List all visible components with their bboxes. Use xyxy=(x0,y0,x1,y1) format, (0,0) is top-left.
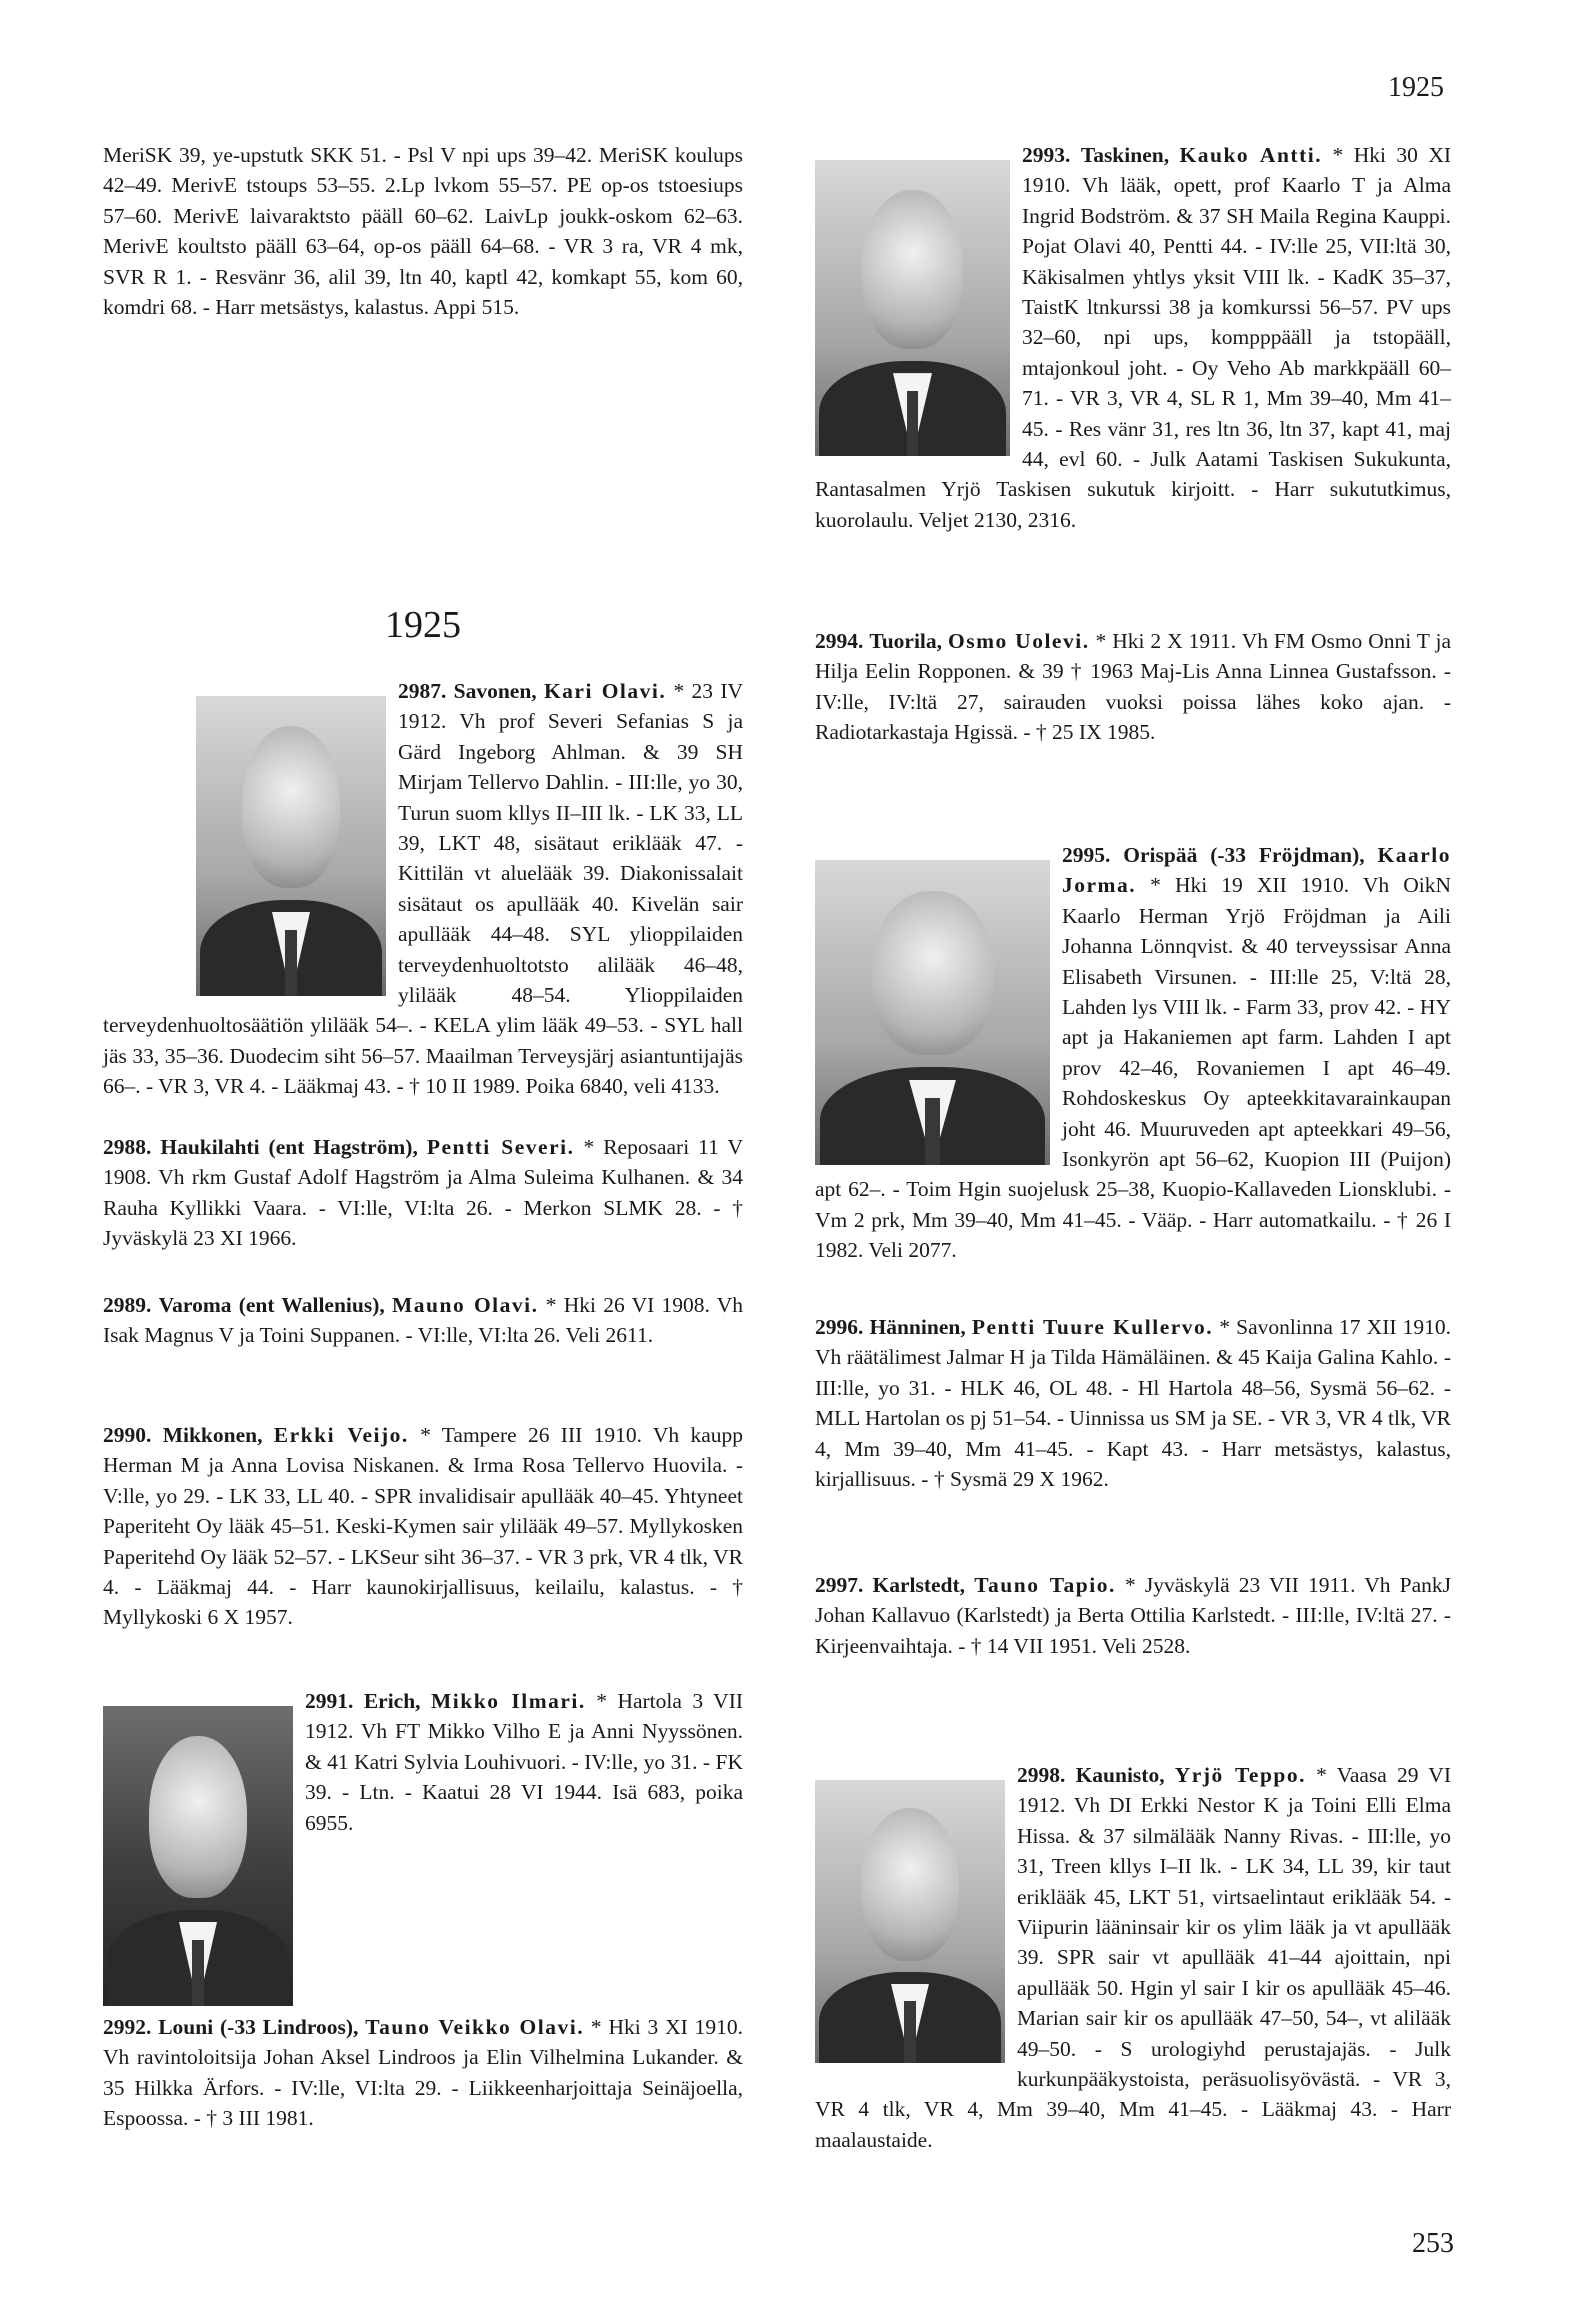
entry-2987 xyxy=(103,676,743,1102)
entry-given-names: Osmo Uolevi. xyxy=(947,629,1090,653)
entry-text: * Tampere 26 III 1910. Vh kaupp Herman M ja Anna Lovisa Niskanen. & Irma Rosa Tellervo Huovila. - V:lle, yo 29. - LK 33, LL 40. - SPR invalidisair apullääk 40–45. Yhtyneet Paperiteht Oy lääk 45–51. Keski-Kymen sair ylilääk 49–57. Myllykosken Paperitehd Oy lääk 52–57. - LKSeur siht 36–37. - VR 3 prk, VR 4 tlk, VR 4. - Lääkmaj 44. - Harr kaunokirjallisuus, keilailu, kalastus. - † Myllykoski 6 X 1957. xyxy=(103,1423,743,1630)
entry-given-names: Kaarlo Jorma. xyxy=(1062,843,1452,898)
entry-surname: Tuorila, xyxy=(869,629,943,653)
entry-text: * Hki 26 VI 1908. Vh Isak Magnus V ja Toini Suppanen. - VI:lle, VI:lta 26. Veli 2611. xyxy=(103,1293,744,1348)
portrait-photo xyxy=(103,1706,293,2006)
entry-number: 2991. xyxy=(305,1689,354,1713)
entry-given-names: Kari Olavi. xyxy=(543,679,667,703)
entry-2990 xyxy=(103,1420,743,1633)
entry-surname: Karlstedt, xyxy=(872,1573,966,1597)
portrait-photo xyxy=(196,696,386,996)
entry-surname: Kaunisto, xyxy=(1075,1763,1165,1787)
entry-number: 2992. xyxy=(103,2015,152,2039)
entry-text: * 23 IV 1912. Vh prof Severi Sefanias S ja Gärd Ingeborg Ahlman. & 39 SH Mirjam Tellervo Dahlin. - III:lle, yo 30, Turun suom kllys II–III lk. - LK 33, LL 39, LKT 48, sisätaut eriklääk 47. - Kittilän vt aluelääk 39. Diakonissalait sisätaut os apullääk 40. Kivelän sair apullääk 44–48. SYL ylioppilaiden terveydenhuoltotsto alilääk 46–48, ylilääk 48–54. Ylioppilaiden terveydenhuoltosäätiön ylilääk 54–. - KELA ylim lääk 49–53. - SYL hall jäs 33, 35–36. Duodecim siht 56–57. Maailman Terveysjärj asiantuntijajäs 66–. - VR 3, VR 4. - Lääkmaj 43. - † 10 II 1989. Poika 6840, veli 4133. xyxy=(103,679,743,1099)
entry-number: 2989. xyxy=(103,1293,152,1317)
entry-2994 xyxy=(815,626,1451,748)
entry-given-names: Tauno Veikko Olavi. xyxy=(365,2015,585,2039)
entry-text: * Hki 2 X 1911. Vh FM Osmo Onni T ja Hilja Eelin Ropponen. & 39 † 1963 Maj-Lis Anna Linnea Gustafsson. - IV:lle, IV:ltä 27, sairauden vuoksi poissa lähes koko ajan. - Radiotarkastaja Hgissä. - † 25 IX 1985. xyxy=(815,629,1452,745)
continuation-text: MeriSK 39, ye-upstutk SKK 51. - Psl V npi ups 39–42. MeriSK koulups 42–49. MerivE tstoups 53–55. 2.Lp lvkom 55–57. PE op-os tstoesiups 57–60. MerivE laivaraktsto pääll 60–62. LaivLp joukk-oskom 62–63. MerivE koultsto pääll 63–64, op-os pääll 64–68. - VR 3 ra, VR 4 mk, SVR R 1. - Resvänr 36, alil 39, ltn 40, kaptl 42, komkapt 55, kom 60, komdri 68. - Harr metsästys, kalastus. Appi 515. xyxy=(103,143,743,320)
entry-number: 2994. xyxy=(815,629,864,653)
entry-2996 xyxy=(815,1312,1451,1494)
entry-text: * Hki 19 XII 1910. Vh OikN Kaarlo Herman Yrjö Fröjdman ja Aili Johanna Lönnqvist. & 40 terveyssisar Anna Elisabeth Virsunen. - III:lle 25, V:ltä 28, Lahden lys VIII lk. - Farm 33, prov 42. - HY apt ja Hakaniemen apt farm. Lahden I apt prov 42–46, Rovaniemen I apt 46–49. Rohdoskeskus Oy apteekkitavarainkaupan joht 46. Muuruveden apt apteekkari 49–56, Isonkyrön apt 56–62, Kuopion III (Puijon) apt 62–. - Toim Hgin suojelusk 25–38, Kuopio-Kallaveden Lionsklubi. - Vm 2 prk, Mm 39–40, Mm 41–45. - Vääp. - Harr automatkailu. - † 26 I 1982. Veli 2077. xyxy=(815,873,1451,1263)
page-number: 253 xyxy=(1412,2228,1454,2259)
entry-2991 xyxy=(103,1686,743,2010)
portrait-photo xyxy=(815,160,1010,456)
entry-number: 2993. xyxy=(1022,143,1071,167)
entry-surname: Haukilahti (ent Hagström), xyxy=(160,1135,418,1159)
entry-text: * Hartola 3 VII 1912. Vh FT Mikko Vilho E ja Anni Nyyssönen. & 41 Katri Sylvia Louhivuori. - IV:lle, yo 31. - FK 39. - Ltn. - Kaatui 28 VI 1944. Isä 683, poika 6955. xyxy=(305,1689,744,1835)
entry-number: 2998. xyxy=(1017,1763,1066,1787)
entry-given-names: Pentti Tuure Kullervo. xyxy=(971,1315,1214,1339)
entry-2998 xyxy=(815,1760,1451,2155)
portrait-photo xyxy=(815,1780,1005,2063)
portrait-photo xyxy=(815,860,1050,1165)
entry-number: 2995. xyxy=(1062,843,1111,867)
section-heading-year: 1925 xyxy=(385,604,461,646)
entry-given-names: Pentti Severi. xyxy=(426,1135,575,1159)
entry-surname: Louni (-33 Lindroos), xyxy=(158,2015,359,2039)
entry-surname: Savonen, xyxy=(453,679,537,703)
entry-number: 2990. xyxy=(103,1423,152,1447)
entry-text: * Hki 30 XI 1910. Vh lääk, opett, prof Kaarlo T ja Alma Ingrid Bodström. & 37 SH Maila Regina Kauppi. Pojat Olavi 40, Pentti 44. - IV:lle 25, VII:ltä 30, Käkisalmen yhtlys yksit VIII lk. - KadK 35–37, TaistK ltnkurssi 38 ja komkurssi 56–57. PV ups 32–60, npi ups, kompppääll ja tstopääll, mtajonkoul joht. - Oy Veho Ab markkpääll 60–71. - VR 3, VR 4, SL R 1, Mm 39–40, Mm 41–45. - Res vänr 31, res ltn 36, ltn 37, kapt 41, maj 44, evl 60. - Julk Aatami Taskisen Sukukunta, Rantasalmen Yrjö Taskisen sukutuk kirjoitt. - Harr sukututkimus, kuorolaulu. Veljet 2130, 2316. xyxy=(815,143,1452,532)
entry-text: * Jyväskylä 23 VII 1911. Vh PankJ Johan Kallavuo (Karlstedt) ja Berta Ottilia Karlstedt. - III:lle, IV:ltä 27. - Kirjeenvaihtaja. - † 14 VII 1951. Veli 2528. xyxy=(815,1573,1452,1658)
entry-2989 xyxy=(103,1290,743,1351)
entry-surname: Orispää (-33 Fröjdman), xyxy=(1123,843,1365,867)
entry-number: 2997. xyxy=(815,1573,864,1597)
header-year: 1925 xyxy=(1388,72,1444,103)
entry-text: * Hki 3 XI 1910. Vh ravintoloitsija Johan Aksel Lindroos ja Elin Vilhelmina Lukander. & 35 Hilkka Ärfors. - IV:lle, VI:lta 29. - Liikkeenharjoittaja Seinäjoella, Espoossa. - † 3 III 1981. xyxy=(103,2015,744,2131)
entry-surname: Varoma (ent Wallenius), xyxy=(158,1293,385,1317)
entry-text: * Vaasa 29 VI 1912. Vh DI Erkki Nestor K ja Toini Elli Elma Hissa. & 37 silmälääk Nanny Rivas. - III:lle, yo 31, Treen kllys I–II lk. - LK 34, LL 39, kir taut eriklääk 45, LKT 51, virtsaelintaut eriklääk 54. - Viipurin lääninsair kir os ylim lääk ja vt apullääk 39. SPR sair vt apullääk 41–44 ajoittain, npi apullääk 50. Hgin yl sair I kir os apullääk 45–46. Marian sair kir os apullääk 47–50, 54–, vt alilääk 49–50. - S urologiyhd perustajajäs. - Julk kurkunpääkystoista, peräsuolisyövästä. - VR 3, VR 4 tlk, VR 4, Mm 39–40, Mm 41–45. - Lääkmaj 43. - Harr maalaustaide. xyxy=(815,1763,1451,2152)
entry-given-names: Kauko Antti. xyxy=(1179,143,1323,167)
entry-text: * Reposaari 11 V 1908. Vh rkm Gustaf Adolf Hagström ja Alma Suleima Kulhanen. & 34 Rauha Kyllikki Vaara. - VI:lle, VI:lta 26. - Merkon SLMK 28. - † Jyväskylä 23 XI 1966. xyxy=(103,1135,744,1251)
entry-2993 xyxy=(815,140,1451,535)
entry-surname: Taskinen, xyxy=(1080,143,1170,167)
entry-surname: Mikkonen, xyxy=(162,1423,263,1447)
entry-given-names: Yrjö Teppo. xyxy=(1174,1763,1306,1787)
entry-given-names: Tauno Tapio. xyxy=(974,1573,1116,1597)
entry-given-names: Erkki Veijo. xyxy=(273,1423,409,1447)
entry-text: * Savonlinna 17 XII 1910. Vh räätälimest Jalmar H ja Tilda Hämäläinen. & 45 Kaija Galina Kahlo. - III:lle, yo 31. - HLK 46, OL 48. - Hl Hartola 48–56, Sysmä 56–62. - MLL Hartolan os pj 51–54. - Uinnissa us SM ja SE. - VR 3, VR 4 tlk, VR 4, Mm 39–40, Mm 41–45. - Kapt 43. - Harr metsästys, kalastus, kirjallisuus. - † Sysmä 29 X 1962. xyxy=(815,1315,1452,1492)
entry-given-names: Mauno Olavi. xyxy=(392,1293,539,1317)
entry-2997 xyxy=(815,1570,1451,1661)
entry-number: 2996. xyxy=(815,1315,864,1339)
entry-surname: Hänninen, xyxy=(869,1315,966,1339)
entry-2992 xyxy=(103,2012,743,2134)
entry-2988 xyxy=(103,1132,743,1254)
entry-surname: Erich, xyxy=(363,1689,421,1713)
entry-number: 2987. xyxy=(398,679,447,703)
entry-2995 xyxy=(815,840,1451,1266)
entry-given-names: Mikko Ilmari. xyxy=(431,1689,586,1713)
entry-number: 2988. xyxy=(103,1135,152,1159)
